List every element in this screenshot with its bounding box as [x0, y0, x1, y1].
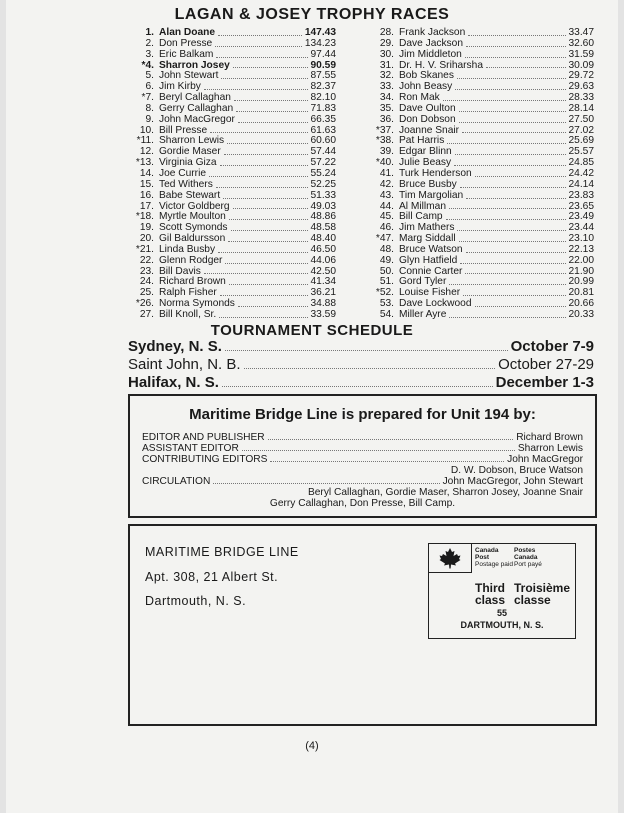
player-name: Myrtle Moulton	[159, 211, 226, 223]
trophy-races-title: LAGAN & JOSEY TROPHY RACES	[174, 6, 450, 23]
standings-row	[132, 50, 336, 61]
credit-label: CIRCULATION	[142, 476, 211, 487]
mailing-box	[128, 524, 597, 726]
mailing-line: MARITIME BRIDGE LINE	[145, 545, 299, 559]
standings-row	[132, 256, 336, 267]
player-name: Don Presse	[159, 37, 213, 49]
rank: 29.	[379, 37, 394, 49]
leader-dots	[459, 234, 566, 242]
standings-row	[132, 310, 336, 321]
rank: 3.	[145, 48, 154, 60]
leader-dots	[455, 147, 566, 155]
rank: *11.	[136, 135, 154, 147]
schedule-date: December 1-3	[495, 374, 594, 391]
player-name: Jim Mathers	[399, 222, 455, 234]
stamp-post-en: Post	[475, 554, 490, 561]
leader-dots	[443, 93, 566, 101]
rank: 20.	[139, 233, 154, 245]
score: 25.69	[568, 135, 594, 147]
rank: 28.	[379, 27, 394, 38]
stamp-third: Third	[475, 581, 505, 595]
leader-dots	[466, 39, 566, 47]
stamp-troisieme: Troisième	[514, 581, 571, 595]
standings-row	[372, 115, 594, 126]
player-name: Bob Skanes	[399, 70, 454, 82]
score: 87.55	[310, 70, 336, 82]
stamp-city: DARTMOUTH, N. S.	[460, 620, 544, 630]
player-name: Glenn Rodger	[159, 254, 223, 266]
player-name: Joanne Snair	[399, 124, 460, 136]
player-name: Ron Mak	[399, 92, 440, 104]
rank: 31.	[379, 59, 394, 71]
schedule-title: TOURNAMENT SCHEDULE	[210, 322, 414, 339]
leader-dots	[460, 256, 565, 264]
leader-dots	[233, 202, 308, 210]
player-name: Don Dobson	[399, 113, 456, 125]
rank: *18.	[135, 211, 154, 223]
postage-stamp	[428, 543, 576, 639]
score: 48.58	[310, 222, 336, 234]
stamp-postes-fr: Postes	[514, 547, 536, 554]
credits-heading: Maritime Bridge Line is prepared for Unit 194 by:	[189, 406, 536, 423]
rank: 33.	[379, 81, 394, 93]
player-name: Ted Withers	[159, 178, 213, 190]
rank: 32.	[379, 70, 394, 82]
standings-row	[132, 191, 336, 202]
credit-row	[130, 454, 595, 465]
score: 66.35	[310, 113, 336, 125]
leader-dots	[447, 136, 565, 144]
rank: 6.	[145, 81, 154, 93]
player-name: Miller Ayre	[399, 308, 447, 320]
maple-leaf-icon	[429, 544, 472, 573]
score: 51.33	[310, 189, 336, 201]
stamp-canada-fr: Canada	[514, 554, 538, 561]
score: 32.60	[568, 37, 594, 49]
score: 33.59	[310, 308, 336, 320]
rank: 22.	[139, 254, 154, 266]
credit-value: Sharron Lewis	[517, 443, 583, 454]
credit-continuation: Gerry Callaghan, Don Presse, Bill Camp.	[269, 498, 456, 509]
leader-dots	[223, 191, 307, 199]
score: 23.83	[568, 189, 594, 201]
score: 82.37	[310, 81, 336, 93]
score: 28.14	[568, 102, 594, 114]
credit-label: EDITOR AND PUBLISHER	[142, 432, 265, 443]
rank: 1.	[145, 27, 154, 38]
leader-dots	[218, 28, 302, 36]
schedule-row	[128, 356, 594, 374]
rank: 43.	[379, 189, 394, 201]
rank: 10.	[139, 124, 154, 136]
stamp-number: 55	[496, 608, 507, 618]
player-name: Gerry Callaghan	[159, 102, 234, 114]
leader-dots	[446, 212, 566, 220]
player-name: Bill Camp	[399, 211, 443, 223]
leader-dots	[229, 277, 308, 285]
rank: 45.	[379, 211, 394, 223]
player-name: Dave Jackson	[399, 37, 463, 49]
rank: 46.	[379, 222, 394, 234]
standings-row	[132, 115, 336, 126]
page-number: (4)	[305, 740, 319, 752]
player-name: Victor Goldberg	[159, 200, 230, 212]
leader-dots	[463, 288, 565, 296]
rank: 19.	[139, 222, 154, 234]
rank: 25.	[139, 287, 154, 299]
score: 48.86	[310, 211, 336, 223]
credit-row	[130, 432, 595, 443]
player-name: Pat Harris	[399, 135, 445, 147]
rank: 8.	[145, 102, 154, 114]
rank: 27.	[139, 308, 154, 320]
player-name: Bruce Busby	[399, 178, 457, 190]
player-name: Sharron Josey	[159, 59, 230, 71]
score: 34.88	[310, 298, 336, 310]
leader-dots	[233, 61, 308, 69]
rank: 35.	[379, 102, 394, 114]
standings-row	[372, 310, 594, 321]
leader-dots	[465, 50, 566, 58]
leader-dots	[244, 356, 496, 369]
leader-dots	[227, 136, 307, 144]
credits-box	[128, 394, 597, 518]
player-name: Marg Siddall	[399, 233, 456, 245]
leader-dots	[231, 223, 308, 231]
leader-dots	[457, 71, 566, 79]
leader-dots	[220, 158, 308, 166]
credit-row	[130, 476, 595, 487]
leader-dots	[204, 267, 308, 275]
schedule-place: Sydney, N. S.	[128, 338, 222, 355]
rank: *40.	[375, 157, 394, 169]
player-name: Linda Busby	[159, 243, 216, 255]
leader-dots	[268, 432, 514, 440]
credit-continuation: D. W. Dobson, Bruce Watson	[450, 465, 583, 476]
schedule-list	[128, 338, 594, 392]
score: 24.42	[568, 167, 594, 179]
rank: *13.	[135, 157, 154, 169]
rank: 9.	[145, 113, 154, 125]
leader-dots	[220, 288, 308, 296]
leader-dots	[459, 115, 566, 123]
rank: *26.	[135, 298, 154, 310]
score: 29.72	[568, 70, 594, 82]
rank: 36.	[379, 113, 394, 125]
player-name: Scott Symonds	[159, 222, 228, 234]
leader-dots	[457, 223, 565, 231]
leader-dots	[225, 338, 508, 351]
leader-dots	[486, 61, 566, 69]
leader-dots	[462, 126, 565, 134]
leader-dots	[475, 299, 566, 307]
standings-row	[372, 256, 594, 267]
standings-left-column	[132, 28, 336, 321]
rank: 41.	[379, 167, 394, 179]
leader-dots	[210, 126, 307, 134]
player-name: Dr. H. V. Sriharsha	[399, 59, 483, 71]
leader-dots	[449, 310, 565, 318]
player-name: Gordie Maser	[159, 146, 221, 158]
player-name: Jim Middleton	[399, 48, 462, 60]
score: 90.59	[310, 59, 336, 71]
leader-dots	[466, 245, 566, 253]
credit-continuation: Beryl Callaghan, Gordie Maser, Sharron Josey, Joanne Snair	[307, 487, 583, 498]
stamp-postage-en: Postage paid	[475, 561, 513, 568]
rank: *52.	[375, 287, 394, 299]
score: 36.21	[310, 287, 336, 299]
player-name: Joe Currie	[159, 167, 206, 179]
mailing-line: Apt. 308, 21 Albert St.	[145, 570, 279, 584]
leader-dots	[468, 28, 565, 36]
rank: 17.	[139, 200, 154, 212]
rank: 30.	[379, 48, 394, 60]
player-name: Babe Stewart	[159, 189, 221, 201]
score: 25.57	[568, 146, 594, 158]
leader-dots	[216, 50, 307, 58]
rank: *4.	[141, 59, 154, 71]
leader-dots	[216, 180, 308, 188]
leader-dots	[219, 310, 307, 318]
score: 44.06	[310, 254, 336, 266]
score: 33.47	[568, 27, 594, 38]
rank: 49.	[379, 254, 394, 266]
player-name: Virginia Giza	[159, 157, 217, 169]
leader-dots	[221, 71, 307, 79]
rank: *37.	[375, 124, 394, 136]
score: 55.24	[310, 167, 336, 179]
score: 42.50	[310, 265, 336, 277]
score: 24.85	[568, 157, 594, 169]
leader-dots	[229, 212, 308, 220]
rank: 39.	[379, 146, 394, 158]
player-name: Bill Knoll, Sr.	[159, 308, 217, 320]
leader-dots	[225, 256, 307, 264]
player-name: Julie Beasy	[399, 157, 452, 169]
score: 134.23	[304, 37, 336, 49]
player-name: Tim Margolian	[399, 189, 464, 201]
schedule-row	[128, 338, 594, 356]
leader-dots	[215, 39, 302, 47]
player-name: Gord Tyler	[399, 276, 447, 288]
rank: 53.	[379, 298, 394, 310]
leader-dots	[465, 267, 565, 275]
stamp-canada-en: Canada	[475, 547, 499, 554]
rank: 15.	[139, 178, 154, 190]
player-name: Bill Presse	[159, 124, 208, 136]
schedule-row	[128, 374, 594, 392]
player-name: John Beasy	[399, 81, 453, 93]
leader-dots	[228, 234, 307, 242]
score: 48.40	[310, 233, 336, 245]
score: 147.43	[304, 27, 336, 38]
player-name: Turk Henderson	[399, 167, 472, 179]
player-name: Louise Fisher	[399, 287, 461, 299]
leader-dots	[270, 454, 504, 462]
leader-dots	[460, 180, 566, 188]
rank: 23.	[139, 265, 154, 277]
schedule-date: October 7-9	[510, 338, 594, 355]
score: 20.81	[568, 287, 594, 299]
leader-dots	[224, 147, 308, 155]
credit-value: John MacGregor	[507, 454, 583, 465]
rank: 51.	[379, 276, 394, 288]
credit-label: CONTRIBUTING EDITORS	[142, 454, 268, 465]
leader-dots	[218, 245, 307, 253]
player-name: Beryl Callaghan	[159, 92, 231, 104]
leader-dots	[213, 476, 439, 484]
score: 20.99	[568, 276, 594, 288]
credit-value: Richard Brown	[516, 432, 583, 443]
player-name: Glyn Hatfield	[399, 254, 458, 266]
score: 97.44	[310, 48, 336, 60]
rank: 24.	[139, 276, 154, 288]
player-name: Dave Oulton	[399, 102, 456, 114]
rank: 54.	[379, 308, 394, 320]
leader-dots	[242, 443, 515, 451]
rank: 14.	[139, 167, 154, 179]
rank: 48.	[379, 243, 394, 255]
score: 41.34	[310, 276, 336, 288]
score: 23.49	[568, 211, 594, 223]
leader-dots	[236, 104, 307, 112]
player-name: Edgar Blinn	[399, 146, 452, 158]
rank: 42.	[379, 178, 394, 190]
schedule-place: Saint John, N. B.	[128, 356, 241, 373]
score: 27.02	[568, 124, 594, 136]
player-name: Sharron Lewis	[159, 135, 225, 147]
player-name: Gil Baldursson	[159, 233, 226, 245]
player-name: Eric Balkam	[159, 48, 214, 60]
rank: *47.	[375, 233, 394, 245]
score: 20.66	[568, 298, 594, 310]
score: 52.25	[310, 178, 336, 190]
score: 60.60	[310, 135, 336, 147]
rank: 12.	[139, 146, 154, 158]
score: 20.33	[568, 308, 594, 320]
leader-dots	[238, 115, 308, 123]
rank: *38.	[375, 135, 394, 147]
leader-dots	[204, 82, 308, 90]
leader-dots	[222, 374, 493, 387]
credit-value: John MacGregor, John Stewart	[442, 476, 583, 487]
score: 24.14	[568, 178, 594, 190]
rank: 44.	[379, 200, 394, 212]
player-name: John Stewart	[159, 70, 219, 82]
score: 30.09	[568, 59, 594, 71]
schedule-place: Halifax, N. S.	[128, 374, 219, 391]
leader-dots	[234, 93, 308, 101]
schedule-date: October 27-29	[498, 356, 594, 373]
standings-right-column	[372, 28, 594, 321]
mailing-line: Dartmouth, N. S.	[145, 594, 247, 608]
rank: *21.	[135, 243, 154, 255]
leader-dots	[454, 158, 565, 166]
player-name: Al Millman	[399, 200, 446, 212]
stamp-class: class	[475, 593, 506, 607]
score: 57.22	[310, 157, 336, 169]
rank: 50.	[379, 265, 394, 277]
leader-dots	[475, 169, 566, 177]
score: 23.44	[568, 222, 594, 234]
score: 23.10	[568, 233, 594, 245]
leader-dots	[209, 169, 308, 177]
standings-row	[372, 191, 594, 202]
standings-row	[372, 50, 594, 61]
rank: 16.	[139, 189, 154, 201]
score: 28.33	[568, 92, 594, 104]
leader-dots	[466, 191, 565, 199]
leader-dots	[449, 277, 565, 285]
player-name: Jim Kirby	[159, 81, 201, 93]
score: 82.10	[310, 92, 336, 104]
player-name: Norma Symonds	[159, 298, 235, 310]
score: 27.50	[568, 113, 594, 125]
score: 49.03	[310, 200, 336, 212]
credit-label: ASSISTANT EDITOR	[142, 443, 239, 454]
leader-dots	[449, 202, 566, 210]
player-name: Bruce Watson	[399, 243, 463, 255]
player-name: Connie Carter	[399, 265, 463, 277]
player-name: Alan Doane	[159, 27, 216, 38]
player-name: Richard Brown	[159, 276, 226, 288]
player-name: Dave Lockwood	[399, 298, 472, 310]
leader-dots	[459, 104, 566, 112]
rank: 2.	[145, 37, 154, 49]
player-name: John MacGregor	[159, 113, 235, 125]
score: 61.63	[310, 124, 336, 136]
rank: 5.	[145, 70, 154, 82]
rank: *7.	[141, 92, 154, 104]
stamp-port-fr: Port payé	[514, 561, 542, 568]
score: 23.65	[568, 200, 594, 212]
leader-dots	[238, 299, 308, 307]
credit-row	[130, 443, 595, 454]
player-name: Frank Jackson	[399, 27, 466, 38]
rank: 34.	[379, 92, 394, 104]
score: 22.00	[568, 254, 594, 266]
score: 46.50	[310, 243, 336, 255]
stamp-classe: classe	[514, 593, 551, 607]
score: 71.83	[310, 102, 336, 114]
score: 22.13	[568, 243, 594, 255]
score: 29.63	[568, 81, 594, 93]
score: 21.90	[568, 265, 594, 277]
leader-dots	[455, 82, 565, 90]
player-name: Ralph Fisher	[159, 287, 217, 299]
player-name: Bill Davis	[159, 265, 201, 277]
score: 57.44	[310, 146, 336, 158]
score: 31.59	[568, 48, 594, 60]
